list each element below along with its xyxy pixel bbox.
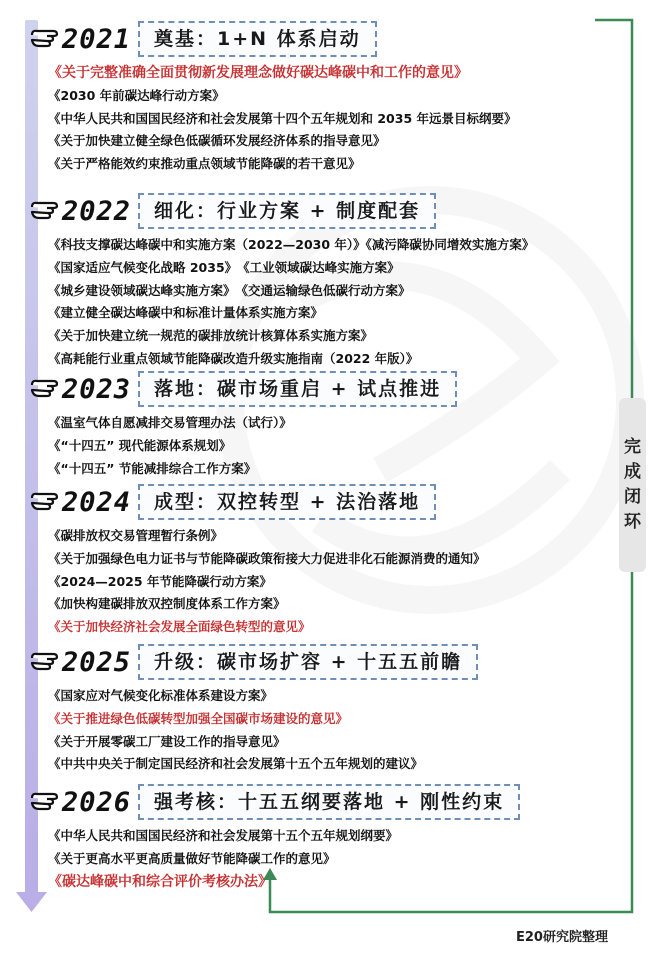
year-label: 2021 — [62, 24, 132, 55]
section-header — [0, 192, 610, 232]
closed-loop-label — [619, 398, 646, 572]
section-header — [0, 20, 610, 60]
year-label: 2022 — [62, 196, 132, 227]
policy-item: 《“十四五” 节能减排综合工作方案》 — [48, 460, 257, 476]
closed-loop-char: 成 — [624, 462, 641, 482]
pointing-hand-icon — [29, 485, 63, 515]
policy-item-highlight: 《关于加快经济社会发展全面绿色转型的意见》 — [48, 619, 311, 635]
pointing-hand-icon — [29, 645, 63, 675]
policy-item-highlight: 《关于推进绿色低碳转型加强全国碳市场建设的意见》 — [48, 710, 349, 726]
policy-item: 《关于加快建立健全绿色低碳循环发展经济体系的指导意见》 — [48, 133, 386, 149]
timeline-arrow-head — [16, 892, 47, 912]
policy-list — [0, 525, 610, 639]
policy-list — [0, 412, 610, 480]
policy-item: 《城乡建设领域碳达峰实施方案》 《交通运输绿色低碳行动方案》 — [48, 282, 411, 298]
policy-item-highlight: 《碳达峰碳中和综合评价考核办法》 — [48, 873, 272, 890]
policy-item: 《碳排放权交易管理暂行条例》 — [48, 528, 224, 543]
policy-item: 《2024—2025 年节能降碳行动方案》 — [48, 573, 272, 589]
section-2026 — [0, 783, 610, 893]
policy-list — [0, 825, 610, 893]
policy-item: 《中华人民共和国国民经济和社会发展第十四个五年规划和 2035 年远景目标纲要》 — [48, 110, 517, 126]
year-label: 2023 — [62, 374, 132, 405]
policy-item: 《科技支撑碳达峰碳中和实施方案（2022—2030 年）》《减污降碳协同增效实施方案》 — [48, 237, 535, 252]
section-2023 — [0, 370, 610, 480]
theme-box: 强考核：十五五纲要落地 + 刚性约束 — [138, 784, 520, 820]
policy-item: 《关于更高水平更高质量做好节能降碳工作的意见》 — [48, 850, 336, 866]
year-label: 2025 — [62, 647, 132, 678]
policy-item-highlight: 《关于完整准确全面贯彻新发展理念做好碳达峰碳中和工作的意见》 — [48, 65, 468, 81]
policy-item: 《2030 年前碳达峰行动方案》 — [48, 87, 225, 103]
theme-box: 成型：双控转型 + 法治落地 — [138, 484, 436, 520]
closed-loop-char: 闭 — [624, 487, 641, 507]
section-2024 — [0, 483, 610, 639]
section-2021 — [0, 20, 610, 176]
policy-list — [0, 234, 610, 371]
pointing-hand-icon — [29, 22, 63, 52]
pointing-hand-icon — [29, 194, 63, 224]
policy-item: 《建立健全碳达峰碳中和标准计量体系实施方案》 — [48, 305, 324, 321]
policy-item: 《温室气体自愿减排交易管理办法（试行）》 — [48, 415, 292, 430]
year-label: 2024 — [62, 487, 132, 518]
theme-box: 落地：碳市场重启 + 试点推进 — [138, 371, 457, 407]
section-header — [0, 483, 610, 523]
policy-item: 《高耗能行业重点领域节能降碳改造升级实施指南（2022 年版）》 — [48, 350, 419, 366]
policy-item: 《关于加快建立统一规范的碳排放统计核算体系实施方案》 — [48, 328, 374, 344]
pointing-hand-icon — [29, 785, 63, 815]
theme-box: 细化：行业方案 + 制度配套 — [138, 193, 436, 229]
theme-box: 升级：碳市场扩容 + 十五五前瞻 — [138, 644, 478, 680]
closed-loop-char: 完 — [624, 437, 641, 457]
policy-list — [0, 685, 610, 776]
section-2022 — [0, 192, 610, 371]
policy-item: 《加快构建碳排放双控制度体系工作方案》 — [48, 596, 286, 612]
pointing-hand-icon — [29, 372, 63, 402]
policy-item: 《关于严格能效约束推动重点领域节能降碳的若干意见》 — [48, 156, 361, 172]
year-label: 2026 — [62, 787, 132, 818]
policy-item: 《国家应对气候变化标准体系建设方案》 — [48, 688, 274, 703]
section-header — [0, 643, 610, 683]
policy-item: 《“十四五” 现代能源体系规划》 — [48, 437, 232, 453]
closed-loop-char: 环 — [624, 512, 641, 532]
policy-item: 《关于开展零碳工厂建设工作的指导意见》 — [48, 733, 286, 749]
section-2025 — [0, 643, 610, 776]
section-header — [0, 783, 610, 823]
source-credit: E20研究院整理 — [516, 930, 608, 945]
theme-box: 奠基：1+N 体系启动 — [138, 21, 377, 57]
policy-list — [0, 62, 610, 176]
section-header — [0, 370, 610, 410]
policy-item: 《关于加强绿色电力证书与节能降碳政策衔接大力促进非化石能源消费的通知》 — [48, 550, 486, 566]
policy-item: 《中共中央关于制定国民经济和社会发展第十五个五年规划的建议》 — [48, 756, 424, 772]
policy-item: 《国家适应气候变化战略 2035》 《工业领域碳达峰实施方案》 — [48, 259, 400, 275]
policy-item: 《中华人民共和国国民经济和社会发展第十五个五年规划纲要》 — [48, 828, 399, 843]
